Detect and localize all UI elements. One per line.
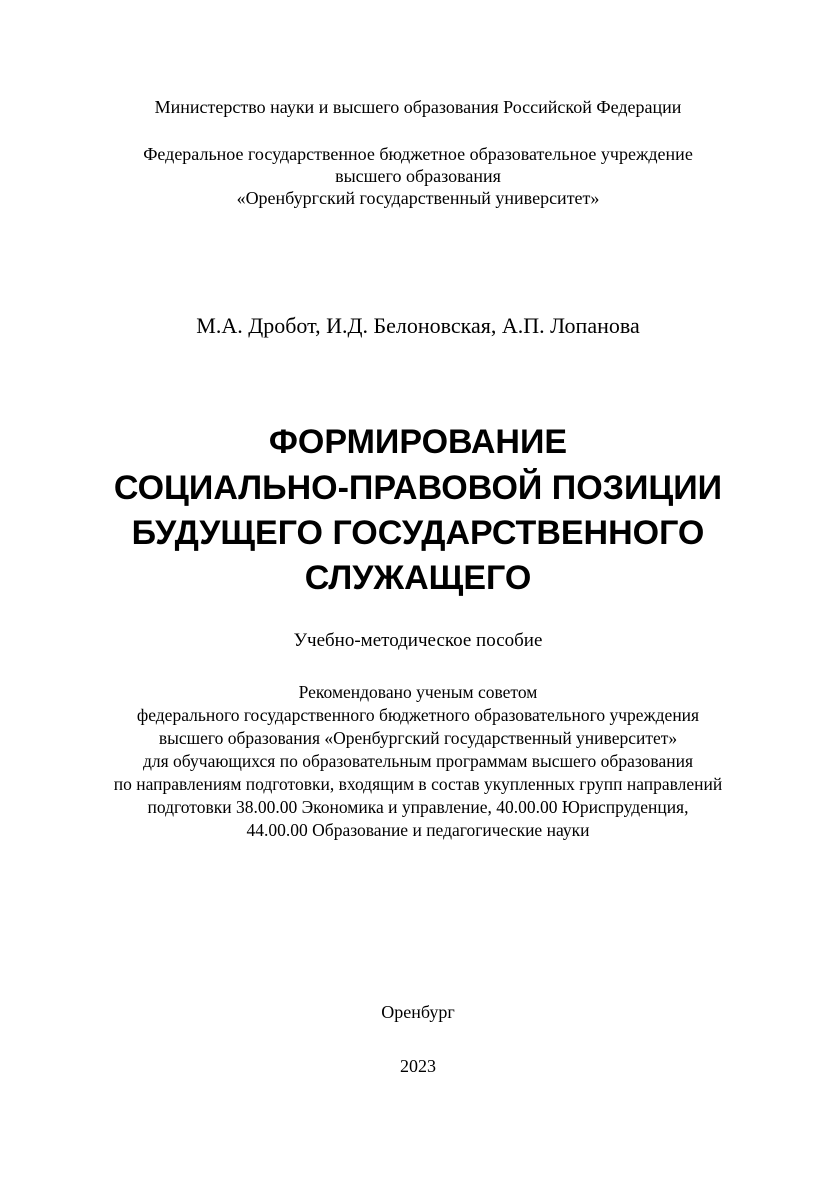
ministry-line: Министерство науки и высшего образования Российской Федерации [154,97,682,117]
institution-line-1: Федеральное государственное бюджетное образовательное учреждение [143,144,693,164]
recommendation-line-4: для обучающихся по образовательным программам высшего образования [142,751,693,771]
title-line-4: СЛУЖАЩЕГО [304,559,532,597]
title-line-2: СОЦИАЛЬНО-ПРАВОВОЙ ПОЗИЦИИ [113,469,723,507]
authors: М.А. Дробот, И.Д. Белоновская, А.П. Лопанова [196,313,640,338]
institution-line-3: «Оренбургский государственный университет» [236,188,600,208]
recommendation-line-6: подготовки 38.00.00 Экономика и управление, 40.00.00 Юриспруденция, [147,797,689,817]
institution-line-2: высшего образования [335,166,501,186]
recommendation-line-3: высшего образования «Оренбургский государственный университет» [158,728,678,748]
title-line-1: ФОРМИРОВАНИЕ [268,423,568,461]
city: Оренбург [381,1002,455,1022]
recommendation-line-1: Рекомендовано ученым советом [298,682,538,702]
recommendation-line-7: 44.00.00 Образование и педагогические науки [246,820,590,840]
recommendation-line-2: федерального государственного бюджетного образовательного учреждения [136,705,700,725]
year: 2023 [400,1056,436,1076]
subtitle: Учебно-методическое пособие [293,630,543,651]
recommendation-line-5: по направлениям подготовки, входящим в состав укупленных групп направлений [113,774,723,794]
title-line-3: БУДУЩЕГО ГОСУДАРСТВЕННОГО [131,514,705,552]
